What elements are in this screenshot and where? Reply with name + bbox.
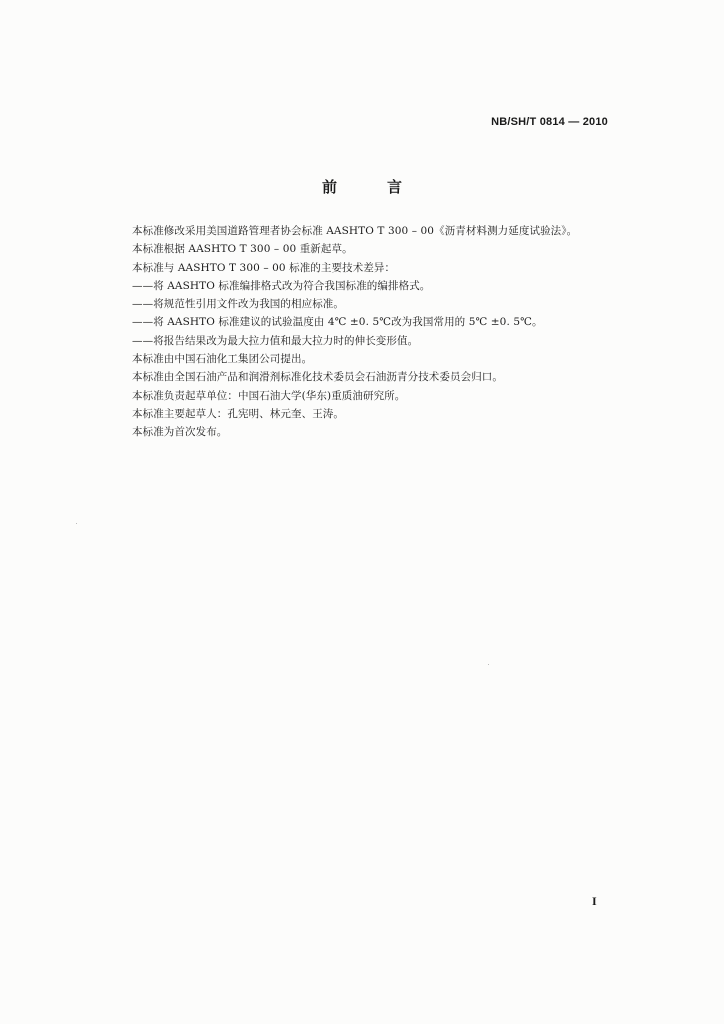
standard-code: NB/SH/T 0814 — 2010 bbox=[491, 116, 608, 128]
body-line: ——将 AASHTO 标准编排格式改为符合我国标准的编排格式。 bbox=[132, 279, 431, 292]
body-line: 本标准修改采用美国道路管理者协会标准 AASHTO T 300 – 00《沥青材料测力延度试验法》。 bbox=[132, 225, 578, 237]
foreword-body bbox=[132, 222, 612, 442]
body-line: 本标准主要起草人：孔宪明、林元奎、王涛。 bbox=[132, 407, 344, 420]
body-line: 本标准为首次发布。 bbox=[132, 426, 228, 439]
body-line: ——将报告结果改为最大拉力值和最大拉力时的伸长变形值。 bbox=[132, 334, 419, 347]
body-line: 本标准与 AASHTO T 300 – 00 标准的主要技术差异： bbox=[132, 261, 396, 274]
body-line: ——将规范性引用文件改为我国的相应标准。 bbox=[132, 298, 344, 311]
scan-speck bbox=[76, 523, 77, 524]
scan-speck bbox=[488, 664, 489, 665]
body-line: 本标准由中国石油化工集团公司提出。 bbox=[132, 353, 313, 366]
body-line: 本标准由全国石油产品和润滑剂标准化技术委员会石油沥青分技术委员会归口。 bbox=[132, 371, 503, 384]
title-char-1: 前 bbox=[322, 178, 338, 196]
page-number: I bbox=[592, 894, 597, 908]
body-line: ——将 AASHTO 标准建议的试验温度由 4℃ ±0. 5℃改为我国常用的 5℃ ±0. 5℃。 bbox=[132, 316, 543, 329]
title-char-2: 言 bbox=[386, 178, 402, 196]
body-line: 本标准根据 AASHTO T 300 – 00 重新起草。 bbox=[132, 243, 353, 256]
page-title bbox=[322, 176, 402, 197]
body-line: 本标准负责起草单位：中国石油大学(华东)重质油研究所。 bbox=[132, 389, 406, 402]
